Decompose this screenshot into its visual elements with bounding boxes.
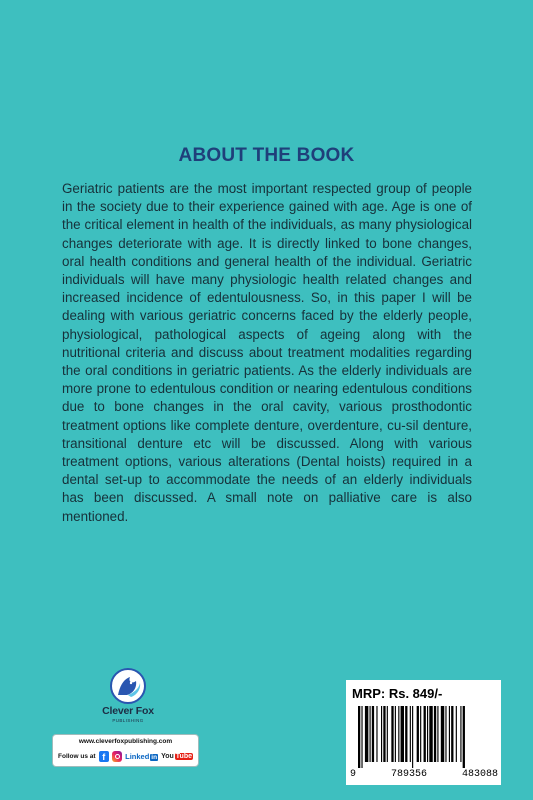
youtube-you: You — [161, 752, 174, 760]
barcode-bar — [441, 706, 444, 762]
publisher-logo — [96, 667, 160, 727]
barcode-bar — [410, 706, 411, 762]
barcode-bar — [372, 706, 374, 762]
barcode-bar — [401, 706, 404, 762]
barcode-bar — [391, 706, 393, 762]
barcode-bar — [376, 706, 377, 762]
follow-label: Follow us at — [58, 752, 96, 760]
barcode-bar — [417, 706, 419, 762]
isbn-group-1: 789356 — [390, 769, 427, 780]
barcode-bar — [381, 706, 382, 762]
barcode-bar — [412, 706, 413, 768]
publisher-subtitle: PUBLISHING — [112, 718, 144, 723]
barcode-bar — [427, 706, 428, 762]
social-strip — [52, 734, 199, 767]
publisher-name: Clever Fox — [102, 705, 154, 717]
barcode-bar — [365, 706, 368, 762]
isbn-group-2: 483088 — [461, 769, 498, 780]
linkedin-icon[interactable] — [125, 752, 158, 761]
youtube-icon[interactable] — [161, 753, 193, 760]
barcode-bar — [387, 706, 388, 762]
barcode-bar — [358, 706, 360, 768]
isbn-prefix: 9 — [350, 769, 357, 780]
barcode-bar — [405, 706, 407, 762]
price-label: MRP: Rs. 849/- — [352, 686, 443, 701]
linkedin-box: in — [151, 753, 158, 761]
barcode-bar — [424, 706, 426, 762]
linkedin-text: Linked — [125, 751, 150, 761]
barcode-bar — [434, 706, 436, 762]
barcode-bar — [429, 706, 432, 762]
barcode-bar — [361, 706, 362, 768]
barcode-bar — [449, 706, 450, 762]
heading: ABOUT THE BOOK — [178, 145, 355, 166]
barcode-bar — [383, 706, 385, 762]
book-description: Geriatric patients are the most important respected group of people in the society due to their experience gained with age. Age is one of the critical element in health of the individuals, as many physiological changes deteriorate with age. It is directly linked to bone changes, oral health conditions and general health of the individual. Geriatric individuals will have many physiologic health related changes and increased incidence of edentulousness. So, in this paper I will be dealing with various geriatric concerns faced by the elderly people, physiological, pathological aspects of ageing along with the nutritional criteria and discuss about treatment modalities regarding the oral conditions in geriatric patients. As the elderly individuals are more prone to edentulous condition or nearing edentulous conditions due to bone changes in the oral cavity, various prosthodontic treatment options like complete denture, overdenture, cu-sil denture, transitional denture etc will be discussed. Along with various treatment options, various alterations (Dental hoists) required in a dental set-up to accommodate the needs of an elderly individuals has been discussed. A small note on palliative care is also mentioned. — [62, 181, 472, 524]
barcode-bar — [437, 706, 438, 762]
barcode-bar — [456, 706, 457, 762]
barcode-bar — [463, 706, 465, 768]
barcode-bar — [445, 706, 446, 762]
barcode-bar — [370, 706, 371, 762]
barcode-bar — [395, 706, 396, 762]
youtube-tube: Tube — [175, 752, 192, 760]
barcode-bar — [460, 706, 461, 762]
isbn-digits — [350, 769, 498, 780]
instagram-icon[interactable] — [112, 751, 122, 762]
barcode-bar — [398, 706, 399, 762]
social-row — [58, 748, 193, 764]
facebook-icon[interactable]: f — [99, 751, 109, 762]
barcode-icon — [358, 706, 496, 768]
barcode-box — [346, 680, 501, 785]
fox-logo-icon — [106, 667, 150, 705]
barcode-bar — [420, 706, 421, 762]
barcode-bar — [451, 706, 453, 762]
website-url[interactable]: www.cleverfoxpublishing.com — [78, 738, 173, 745]
